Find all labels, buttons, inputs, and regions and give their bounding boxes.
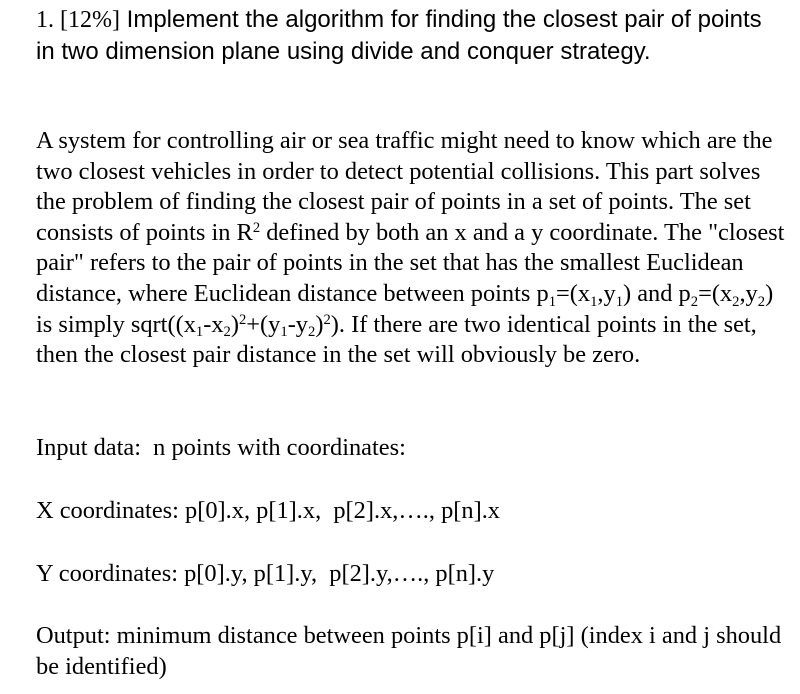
question-title: Implement the algorithm for finding the closest pair of points in two dimension plane using divide and conquer strategy. — [36, 6, 762, 65]
description-text: +(y — [246, 310, 281, 338]
description-text: ) — [315, 310, 324, 338]
y-coordinates-line: Y coordinates: p[0].y, p[1].y, p[2].y,…., p[n].y — [36, 560, 495, 587]
description-text: -x — [203, 310, 224, 338]
subscript: 2 — [690, 293, 699, 310]
subscript: 2 — [308, 324, 316, 341]
description-text: ) and p — [623, 279, 691, 307]
problem-description — [36, 126, 788, 371]
question-number: 1. [12%] — [36, 7, 120, 33]
x-coordinates-line: X coordinates: p[0].x, p[1].x, p[2].x,…., p[n].x — [36, 497, 500, 524]
subscript: 1 — [195, 324, 204, 341]
subscript: 2 — [732, 293, 740, 310]
description-text: =(x — [556, 279, 591, 307]
description-text: ) — [230, 310, 239, 338]
description-text: ,y — [739, 279, 758, 307]
subscript: 1 — [590, 293, 598, 310]
superscript-square: 2 — [238, 311, 247, 328]
description-text: ). If there are two identical points in the set, then the closest pair distance in the set will obviously be zero. — [36, 310, 757, 369]
subscript: 1 — [615, 293, 624, 310]
superscript-square: 2 — [323, 311, 331, 328]
description-text: ,y — [597, 279, 616, 307]
question-heading — [36, 4, 776, 67]
subscript: 2 — [757, 293, 766, 310]
description-text: A system for controlling air or sea traffic might need to know which are the two closest vehicles in order to detect potential collisions. This part solves the problem of finding the closest pair of points in a set of points. The set consists of points in R — [36, 127, 773, 246]
input-data-line: Input data: n points with coordinates: — [36, 434, 406, 461]
description-text: ) is simply sqrt((x — [36, 279, 774, 338]
subscript: 1 — [548, 293, 557, 310]
subscript: 1 — [280, 324, 288, 341]
superscript-dimension: 2 — [252, 219, 261, 236]
subscript: 2 — [223, 324, 231, 341]
output-line: Output: minimum distance between points p[i] and p[j] (index i and j should be identified) — [36, 622, 782, 680]
description-text: defined by both an x and a y coordinate. The "closest pair" refers to the pair of points in the set that has the smallest Euclidean distance, where Euclidean distance between points p — [36, 218, 785, 307]
description-text: -y — [287, 310, 309, 338]
description-text: =(x — [698, 279, 733, 307]
